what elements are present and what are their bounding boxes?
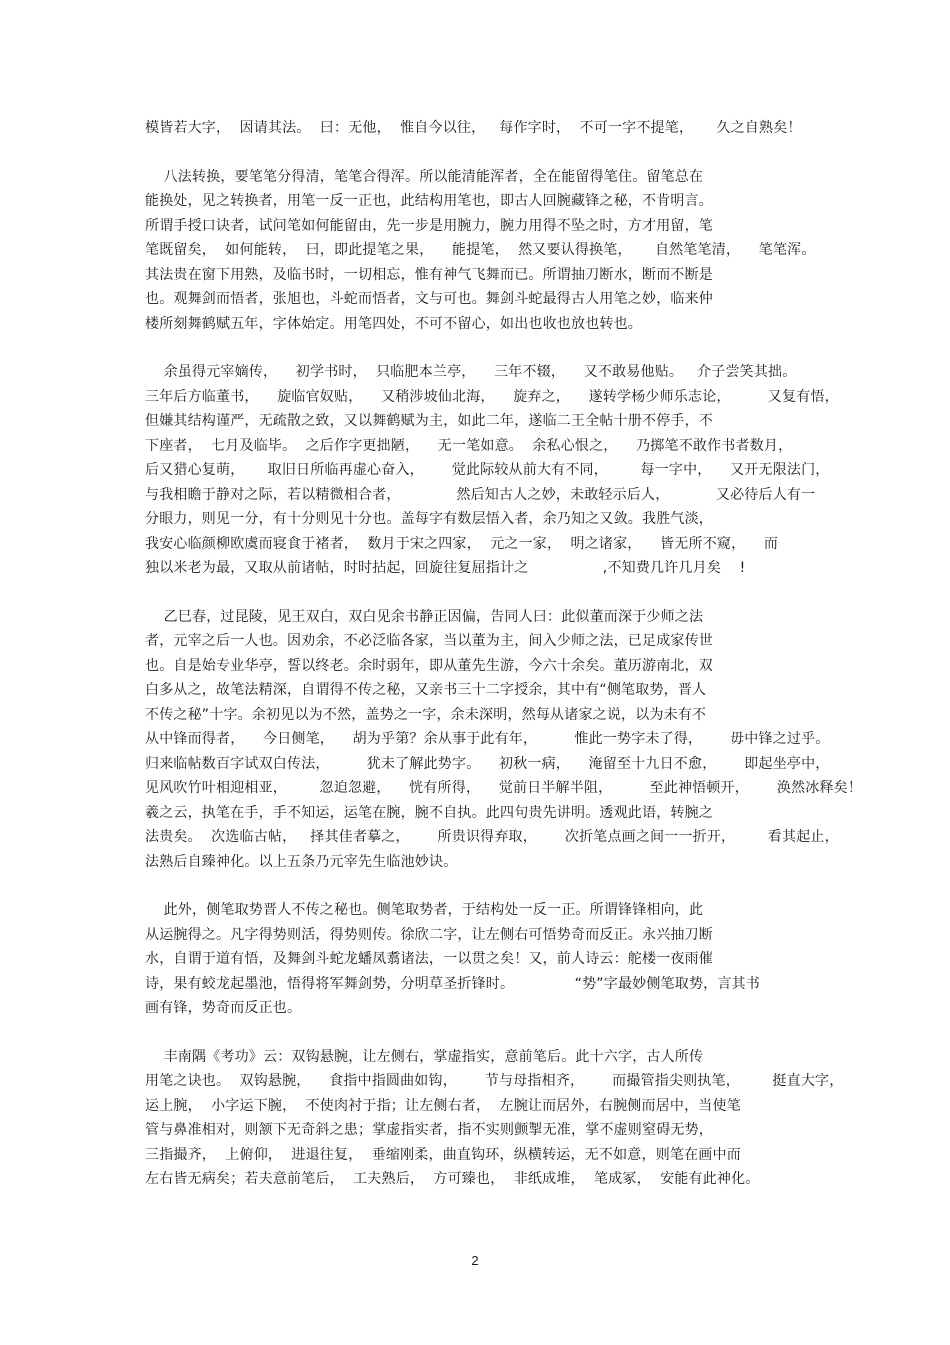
text-line: 余虽得元宰嫡传， 初学书时， 只临肥本兰亭， 三年不辍， 又不敢易他贴。 介子尝笑其拙。 bbox=[145, 364, 797, 380]
paragraph-gap bbox=[145, 336, 815, 360]
text-line: 其法贵在窗下用熟，及临书时，一切相忘，惟有神气飞舞而已。所谓抽刀断水，断而不断是 bbox=[145, 266, 713, 283]
text-line: 我安心临颜柳欧虞而寝食于褚者， 数月于宋之四家， 元之一家， 明之诸家， 皆无所不窥， 而 bbox=[145, 535, 779, 552]
paragraph-gap bbox=[145, 874, 815, 898]
text-line: 但嫌其结构谨严，无疏散之致，又以舞鹤赋为主，如此二年，遂临二王全帖十册不停手，不 bbox=[145, 413, 713, 429]
text-line: 管与鼻准相对，则颔下无奇斜之患；掌虚指实者，指不实则颤掣无准，掌不虚则窒碍无势， bbox=[145, 1122, 713, 1138]
text-line: 独以米老为最，又取从前诸帖，时时拈起，回旋往复屈指计之 ,不知费几许几月矣 ! bbox=[145, 560, 746, 576]
text-line: 楼所刻舞鹤赋五年，字体始定。用笔四处，不可不留心，如出也收也放也转也。 bbox=[145, 315, 642, 332]
text-line: 归来临帖数百字试双白传法， 犹未了解此势字。 初秋一病， 淹留至十九日不愈， 即起坐亭中， bbox=[145, 755, 830, 772]
text-line: 模皆若大字， 因请其法。 曰：无他， 惟自今以往， 每作字时， 不可一字不提笔， 久之自熟矣！ bbox=[145, 120, 802, 136]
text-line: 所谓手授口诀者，试问笔如何能留由，先一步是用腕力，腕力用得不坠之时，方才用留，笔 bbox=[145, 217, 713, 234]
text-line: 羲之云，执笔在手，手不知运，运笔在腕，腕不自执。此四句贵先讲明。透观此语，转腕之 bbox=[145, 804, 713, 821]
text-line: 能换处，见之转换者，用笔一反一正也，此结构用笔也，即古人回腕藏锋之秘，不肯明言。 bbox=[145, 193, 713, 209]
paragraph-gap bbox=[145, 1021, 815, 1045]
text-line: 运上腕， 小字运下腕， 不使肉衬于指；让左侧右者， 左腕让而居外，右腕侧而居中，当使笔 bbox=[145, 1097, 741, 1114]
text-line: 用笔之诀也。 双钩悬腕， 食指中指圆曲如钩， 节与母指相齐， 而撮管指尖则执笔， 挺直大字， bbox=[145, 1073, 844, 1089]
text-line: 画有锋，势奇而反正也。 bbox=[145, 1000, 302, 1016]
text-line: 分眼力，则见一分，有十分则见十分也。盖每字有数层悟入者，余乃知之又敛。我胜气淡， bbox=[145, 511, 713, 527]
paragraph bbox=[145, 116, 815, 141]
text-line: 与我相瞻于静对之际，若以精微相合者， 然后知古人之妙，未敢轻示后人， 又必待后人有一 bbox=[145, 486, 816, 503]
text-line: 三指撮齐， 上俯仰， 进退往复， 垂缩刚柔，曲直钩环，纵横转运，无不如意，则笔在画中而 bbox=[145, 1146, 741, 1163]
text-line: 从运腕得之。凡字得势则活，得势则传。徐欣二字，让左侧右可悟势奇而反正。永兴抽刀断 bbox=[145, 926, 713, 943]
text-line: 法熟后自臻神化。以上五条乃元宰先生临池妙诀。 bbox=[145, 853, 458, 870]
text-line: 者，元宰之后一人也。因劝余，不必泛临各家，当以董为主，间入少师之法，已足成家传世 bbox=[145, 633, 713, 649]
text-line: 下座者， 七月及临毕。 之后作字更拙陋， 无一笔如意。 余私心恨之， 乃掷笔不敢作书者数月， bbox=[145, 437, 793, 454]
text-line: 从中锋而得者， 今日侧笔， 胡为乎第？余从事于此有年， 惟此一势字未了得， 毋中锋之过乎。 bbox=[145, 731, 830, 747]
document-body bbox=[145, 116, 863, 1192]
text-line: 也。自是始专业华亭，誓以终老。余时弱年，即从董先生游，今六十余矣。董历游南北，双 bbox=[145, 657, 713, 674]
paragraph bbox=[145, 165, 815, 337]
paragraph bbox=[145, 360, 839, 581]
text-line: 水，自谓于道有悟，及舞剑斗蛇龙蟠凤翥诸法，一以贯之矣！又，前人诗云：舵楼一夜雨催 bbox=[145, 951, 713, 967]
text-line: 三年后方临董书， 旋临官奴贴， 又稍涉坡仙北海， 旋弃之， 遂转学杨少师乐志论， 又复有悟， bbox=[145, 388, 839, 405]
text-line: 白多从之，故笔法精深，自谓得不传之秘，又亲书三十二字授余，其中有“侧笔取势，晋人 bbox=[145, 682, 707, 698]
text-line: 左右皆无病矣；若夫意前笔后， 工夫熟后， 方可臻也， 非纸成堆， 笔成冢， 安能有此神化。 bbox=[145, 1171, 760, 1187]
paragraph bbox=[145, 605, 863, 875]
paragraph-gap bbox=[145, 581, 815, 605]
text-line: 丰南隅《考功》云：双钩悬腕，让左侧右，掌虚指实，意前笔后。此十六字，古人所传 bbox=[145, 1048, 704, 1065]
text-line: 见风吹竹叶相迎相亚， 忽迫忽避， 恍有所得， 觉前日半解半阻， 至此神悟顿开， 涣然冰释矣！ bbox=[145, 780, 863, 796]
text-line: 法贵矣。 次选临古帖， 择其佳者摹之， 所贵识得弃取， 次折笔点画之间一一折开， 看其起止， bbox=[145, 829, 839, 845]
text-line: 后又猎心复萌， 取旧日所临再虚心奋入， 觉此际较从前大有不同， 每一字中， 又开无限法门， bbox=[145, 462, 830, 478]
page-number: 2 bbox=[471, 1253, 479, 1268]
text-line: 乙巳春，过昆陵，见王双白，双白见余书静正因偏，告同人曰：此似董而深于少师之法 bbox=[145, 608, 704, 625]
paragraph-gap bbox=[145, 141, 815, 165]
text-line: 诗，果有蛟龙起墨池，悟得将军舞剑势，分明草圣折锋时。 “势”字最妙侧笔取势，言其书 bbox=[145, 975, 760, 992]
paragraph bbox=[145, 1045, 844, 1192]
text-line: 八法转换，要笔笔分得清，笔笔合得浑。所以能清能浑者，全在能留得笔住。留笔总在 bbox=[145, 168, 704, 185]
text-line: 笔既留矣， 如何能转， 曰，即此提笔之果， 能提笔， 然又要认得换笔， 自然笔笔清， 笔笔浑。 bbox=[145, 242, 816, 258]
text-line: 不传之秘”十字。余初见以为不然，盖势之一字，余未深明，然每从诸家之说，以为未有不 bbox=[145, 706, 707, 723]
text-line: 也。观舞剑而悟者，张旭也，斗蛇而悟者，文与可也。舞剑斗蛇最得古人用笔之妙，临来仲 bbox=[145, 291, 713, 307]
text-line: 此外，侧笔取势晋人不传之秘也。侧笔取势者，于结构处一反一正。所谓锋锋相向，此 bbox=[145, 902, 704, 918]
paragraph bbox=[145, 898, 815, 1021]
